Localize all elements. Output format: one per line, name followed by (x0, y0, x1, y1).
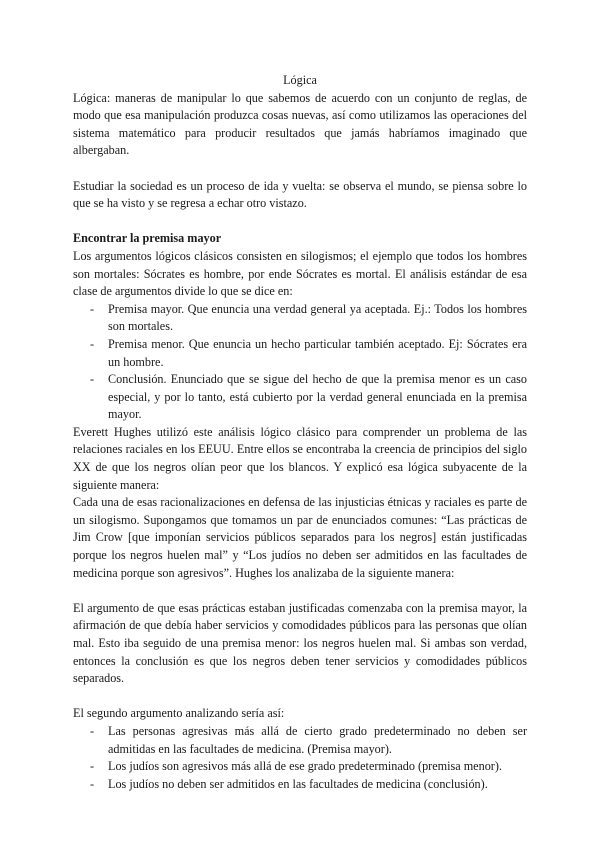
society-paragraph: Estudiar la sociedad es un proceso de ida y vuelta: se observa el mundo, se piensa sobre lo que se ha visto y se regresa a echar otro vistazo. (73, 178, 527, 211)
second-argument-intro: El segundo argumento analizando sería así: (73, 706, 285, 721)
list-item: - Los judíos son agresivos más allá de ese grado predeterminado (premisa menor). (73, 758, 527, 776)
intro-paragraph: Lógica: maneras de manipular lo que sabemos de acuerdo con un conjunto de reglas, de modo que esa manipulación produzca cosas nuevas, así como utilizamos las operaciones del sistema matemático para producir resultados que jamás habríamos imaginado que albergaban. (73, 90, 527, 158)
first-argument-paragraph: El argumento de que esas prácticas estaban justificadas comenzaba con la premisa mayor, la afirmación de que debía haber servicios y comodidades públicos para las personas que olían mal. Esto iba seguido de una premisa menor: los negros huelen mal. Si ambas son verdad, entonces la conclusión es que los negros deben tener servicios y comodidades públicos separados. (73, 600, 527, 686)
second-argument-list (73, 723, 527, 793)
dash-bullet: - (90, 723, 95, 738)
list-item: - Los judíos no deben ser admitidos en las facultades de medicina (conclusión). (73, 776, 527, 794)
list-item: - Premisa mayor. Que enuncia una verdad general ya aceptada. Ej.: Todos los hombres son mortales. (90, 301, 527, 334)
dash-bullet: - (90, 336, 95, 351)
list-item: - Premisa menor. Que enuncia un hecho particular también aceptado. Ej: Sócrates era un hombre. (90, 336, 527, 369)
rationalizations-paragraph: Cada una de esas racionalizaciones en defensa de las injusticias étnicas y raciales es parte de un silogismo. Supongamos que tomamos un par de enunciados comunes: “Las prácticas de Jim Crow [que imponían servicios públicos separados para los negros] están justificadas porque los negros huelen mal” y “Los judíos no deben ser admitidos en las facultades de medicina porque son agresivos”. Hughes los analizaba de la siguiente manera: (73, 495, 527, 580)
document-page (73, 72, 527, 793)
list-item: - Conclusión. Enunciado que se sigue del hecho de que la premisa menor es un caso especial, y por lo tanto, está cubierto por la verdad general enunciada en la premisa mayor. (90, 372, 527, 422)
page-title: Lógica (283, 73, 317, 87)
dash-bullet: - (90, 776, 95, 791)
dash-bullet: - (90, 301, 95, 316)
section-heading: Encontrar la premisa mayor (73, 231, 222, 246)
premise-list (73, 301, 527, 424)
dash-bullet: - (90, 372, 95, 387)
list-item: - Las personas agresivas más allá de cierto grado predeterminado no deben ser admitidas en las facultades de medicina. (Premisa mayor). (90, 723, 527, 756)
hughes-paragraph: Everett Hughes utilizó este análisis lógico clásico para comprender un problema de las relaciones raciales en los EEUU. Entre ellos se encontraba la creencia de principios del siglo XX de que los negros olían peor que los blancos. Y explicó esa lógica subyacente de la siguiente manera: (73, 424, 527, 492)
dash-bullet: - (90, 759, 95, 774)
syllogism-paragraph: Los argumentos lógicos clásicos consisten en silogismos; el ejemplo que todos los hombres son mortales: Sócrates es hombre, por ende Sócrates es mortal. El análisis estándar de esa clase de argumentos divide lo que se dice en: (73, 248, 527, 299)
